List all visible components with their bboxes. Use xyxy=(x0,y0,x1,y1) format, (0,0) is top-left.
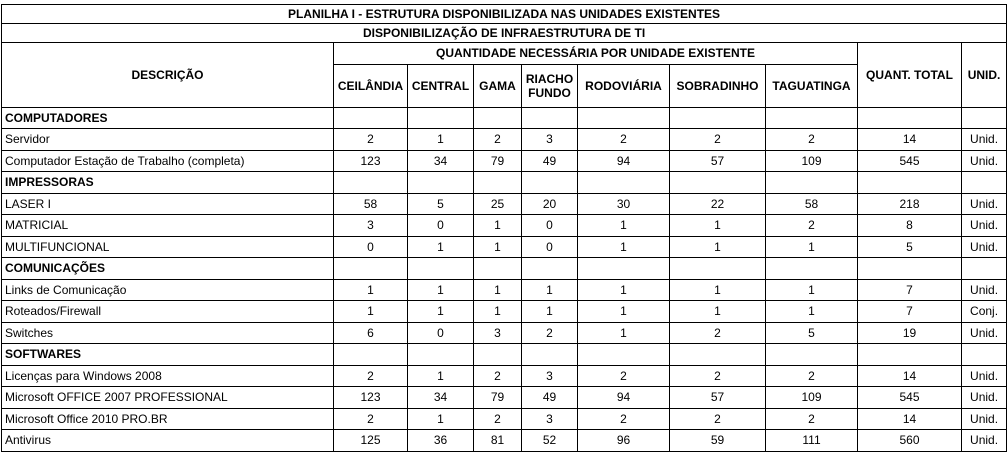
section-header-row xyxy=(2,258,1007,280)
table-row xyxy=(2,150,1007,172)
section-header-row xyxy=(2,344,1007,366)
row-quantity: 1 xyxy=(408,279,474,301)
row-quantity: 30 xyxy=(578,193,670,215)
section-header-row xyxy=(2,172,1007,194)
table-row xyxy=(2,365,1007,387)
row-unit: Conj. xyxy=(962,301,1007,323)
row-quantity: 2 xyxy=(522,322,578,344)
row-total: 545 xyxy=(858,150,962,172)
row-quantity: 1 xyxy=(578,322,670,344)
row-quantity: 123 xyxy=(334,150,408,172)
row-quantity: 2 xyxy=(578,129,670,151)
row-quantity: 0 xyxy=(408,215,474,237)
row-total: 560 xyxy=(858,430,962,452)
header-unit: TAGUATINGA xyxy=(766,64,858,107)
row-quantity: 59 xyxy=(670,430,766,452)
section-name: IMPRESSORAS xyxy=(2,172,334,194)
row-unit: Unid. xyxy=(962,129,1007,151)
empty-cell xyxy=(408,172,474,194)
row-quantity: 1 xyxy=(408,408,474,430)
row-quantity: 5 xyxy=(408,193,474,215)
row-total: 14 xyxy=(858,129,962,151)
row-quantity: 34 xyxy=(408,387,474,409)
row-description: LASER I xyxy=(2,193,334,215)
empty-cell xyxy=(766,258,858,280)
row-quantity: 2 xyxy=(670,408,766,430)
row-quantity: 1 xyxy=(766,236,858,258)
row-quantity: 111 xyxy=(766,430,858,452)
row-description: Roteados/Firewall xyxy=(2,301,334,323)
row-quantity: 57 xyxy=(670,150,766,172)
empty-cell xyxy=(522,172,578,194)
row-quantity: 2 xyxy=(670,129,766,151)
empty-cell xyxy=(858,344,962,366)
empty-cell xyxy=(858,258,962,280)
empty-cell xyxy=(578,258,670,280)
row-quantity: 1 xyxy=(578,215,670,237)
row-total: 5 xyxy=(858,236,962,258)
row-quantity: 1 xyxy=(766,301,858,323)
row-quantity: 1 xyxy=(408,301,474,323)
empty-cell xyxy=(474,258,522,280)
row-quantity: 109 xyxy=(766,387,858,409)
row-quantity: 2 xyxy=(670,365,766,387)
empty-cell xyxy=(334,258,408,280)
row-unit: Unid. xyxy=(962,387,1007,409)
table-row xyxy=(2,129,1007,151)
empty-cell xyxy=(408,344,474,366)
row-quantity: 34 xyxy=(408,150,474,172)
row-quantity: 1 xyxy=(670,215,766,237)
section-name: COMPUTADORES xyxy=(2,107,334,129)
row-quantity: 123 xyxy=(334,387,408,409)
section-header-row xyxy=(2,107,1007,129)
empty-cell xyxy=(670,107,766,129)
header-descricao: DESCRIÇÃO xyxy=(2,43,334,108)
table-title: PLANILHA I - ESTRUTURA DISPONIBILIZADA NAS UNIDADES EXISTENTES xyxy=(2,5,1007,24)
row-quantity: 2 xyxy=(474,408,522,430)
row-description: Licenças para Windows 2008 xyxy=(2,365,334,387)
row-quantity: 5 xyxy=(766,322,858,344)
row-quantity: 36 xyxy=(408,430,474,452)
row-quantity: 0 xyxy=(408,322,474,344)
row-quantity: 79 xyxy=(474,387,522,409)
row-quantity: 52 xyxy=(522,430,578,452)
row-unit: Unid. xyxy=(962,150,1007,172)
empty-cell xyxy=(962,172,1007,194)
empty-cell xyxy=(670,344,766,366)
empty-cell xyxy=(578,172,670,194)
table-row xyxy=(2,387,1007,409)
row-quantity: 2 xyxy=(334,129,408,151)
empty-cell xyxy=(522,344,578,366)
empty-cell xyxy=(408,258,474,280)
empty-cell xyxy=(522,258,578,280)
section-name: COMUNICAÇÕES xyxy=(2,258,334,280)
row-quantity: 57 xyxy=(670,387,766,409)
empty-cell xyxy=(408,107,474,129)
table-row xyxy=(2,236,1007,258)
row-quantity: 1 xyxy=(474,215,522,237)
row-quantity: 0 xyxy=(334,236,408,258)
row-quantity: 20 xyxy=(522,193,578,215)
row-unit: Unid. xyxy=(962,236,1007,258)
row-description: Computador Estação de Trabalho (completa) xyxy=(2,150,334,172)
row-quantity: 1 xyxy=(408,236,474,258)
row-quantity: 1 xyxy=(578,236,670,258)
header-quant-total: QUANT. TOTAL xyxy=(858,43,962,108)
header-unit: CEILÂNDIA xyxy=(334,64,408,107)
row-quantity: 2 xyxy=(334,408,408,430)
row-quantity: 1 xyxy=(670,236,766,258)
row-quantity: 1 xyxy=(670,301,766,323)
row-unit: Unid. xyxy=(962,279,1007,301)
header-unid: UNID. xyxy=(962,43,1007,108)
empty-cell xyxy=(766,172,858,194)
row-quantity: 49 xyxy=(522,387,578,409)
row-quantity: 6 xyxy=(334,322,408,344)
row-quantity: 2 xyxy=(670,322,766,344)
row-description: Antivirus xyxy=(2,430,334,452)
row-total: 218 xyxy=(858,193,962,215)
row-quantity: 1 xyxy=(522,301,578,323)
row-quantity: 81 xyxy=(474,430,522,452)
empty-cell xyxy=(522,107,578,129)
header-unit: SOBRADINHO xyxy=(670,64,766,107)
empty-cell xyxy=(670,258,766,280)
empty-cell xyxy=(474,344,522,366)
empty-cell xyxy=(766,107,858,129)
row-quantity: 1 xyxy=(334,301,408,323)
row-quantity: 1 xyxy=(522,279,578,301)
empty-cell xyxy=(334,172,408,194)
row-total: 7 xyxy=(858,279,962,301)
row-total: 19 xyxy=(858,322,962,344)
section-name: SOFTWARES xyxy=(2,344,334,366)
table-row xyxy=(2,322,1007,344)
empty-cell xyxy=(578,107,670,129)
row-quantity: 1 xyxy=(670,279,766,301)
row-quantity: 25 xyxy=(474,193,522,215)
empty-cell xyxy=(962,107,1007,129)
table-row xyxy=(2,279,1007,301)
row-unit: Unid. xyxy=(962,430,1007,452)
table-row xyxy=(2,408,1007,430)
row-quantity: 1 xyxy=(578,279,670,301)
row-total: 14 xyxy=(858,365,962,387)
row-quantity: 2 xyxy=(474,365,522,387)
row-total: 8 xyxy=(858,215,962,237)
row-description: Links de Comunicação xyxy=(2,279,334,301)
row-unit: Unid. xyxy=(962,322,1007,344)
row-quantity: 1 xyxy=(474,301,522,323)
row-quantity: 1 xyxy=(408,129,474,151)
row-unit: Unid. xyxy=(962,215,1007,237)
empty-cell xyxy=(858,172,962,194)
row-quantity: 1 xyxy=(578,301,670,323)
row-description: Switches xyxy=(2,322,334,344)
row-quantity: 0 xyxy=(522,236,578,258)
table-subtitle: DISPONIBILIZAÇÃO DE INFRAESTRUTURA DE TI xyxy=(2,24,1007,43)
row-quantity: 2 xyxy=(766,215,858,237)
row-quantity: 3 xyxy=(522,408,578,430)
row-quantity: 2 xyxy=(766,365,858,387)
row-quantity: 1 xyxy=(474,236,522,258)
row-quantity: 3 xyxy=(522,365,578,387)
table-row xyxy=(2,215,1007,237)
row-total: 14 xyxy=(858,408,962,430)
row-description: Servidor xyxy=(2,129,334,151)
empty-cell xyxy=(962,344,1007,366)
row-quantity: 22 xyxy=(670,193,766,215)
header-quantidade: QUANTIDADE NECESSÁRIA POR UNIDADE EXISTENTE xyxy=(334,43,858,65)
row-quantity: 1 xyxy=(408,365,474,387)
row-quantity: 2 xyxy=(766,408,858,430)
empty-cell xyxy=(962,258,1007,280)
row-quantity: 2 xyxy=(334,365,408,387)
empty-cell xyxy=(858,107,962,129)
row-quantity: 109 xyxy=(766,150,858,172)
row-quantity: 49 xyxy=(522,150,578,172)
row-quantity: 2 xyxy=(474,129,522,151)
row-quantity: 1 xyxy=(474,279,522,301)
row-quantity: 2 xyxy=(578,408,670,430)
row-quantity: 3 xyxy=(522,129,578,151)
row-quantity: 3 xyxy=(334,215,408,237)
empty-cell xyxy=(334,344,408,366)
row-total: 545 xyxy=(858,387,962,409)
table-row xyxy=(2,301,1007,323)
row-quantity: 0 xyxy=(522,215,578,237)
empty-cell xyxy=(670,172,766,194)
row-description: MULTIFUNCIONAL xyxy=(2,236,334,258)
row-quantity: 94 xyxy=(578,150,670,172)
row-quantity: 125 xyxy=(334,430,408,452)
row-description: MATRICIAL xyxy=(2,215,334,237)
row-quantity: 2 xyxy=(766,129,858,151)
header-unit: CENTRAL xyxy=(408,64,474,107)
row-quantity: 58 xyxy=(766,193,858,215)
row-quantity: 1 xyxy=(334,279,408,301)
header-unit: GAMA xyxy=(474,64,522,107)
row-total: 7 xyxy=(858,301,962,323)
row-quantity: 1 xyxy=(766,279,858,301)
header-unit: RIACHO FUNDO xyxy=(522,64,578,107)
table-row xyxy=(2,430,1007,452)
empty-cell xyxy=(578,344,670,366)
row-unit: Unid. xyxy=(962,408,1007,430)
empty-cell xyxy=(474,107,522,129)
table-row xyxy=(2,193,1007,215)
row-quantity: 3 xyxy=(474,322,522,344)
row-unit: Unid. xyxy=(962,365,1007,387)
infrastructure-table xyxy=(1,4,1007,452)
empty-cell xyxy=(334,107,408,129)
header-unit: RODOVIÁRIA xyxy=(578,64,670,107)
row-description: Microsoft Office 2010 PRO.BR xyxy=(2,408,334,430)
row-quantity: 96 xyxy=(578,430,670,452)
row-description: Microsoft OFFICE 2007 PROFESSIONAL xyxy=(2,387,334,409)
row-quantity: 94 xyxy=(578,387,670,409)
row-quantity: 2 xyxy=(578,365,670,387)
row-quantity: 58 xyxy=(334,193,408,215)
row-unit: Unid. xyxy=(962,193,1007,215)
empty-cell xyxy=(474,172,522,194)
row-quantity: 79 xyxy=(474,150,522,172)
empty-cell xyxy=(766,344,858,366)
